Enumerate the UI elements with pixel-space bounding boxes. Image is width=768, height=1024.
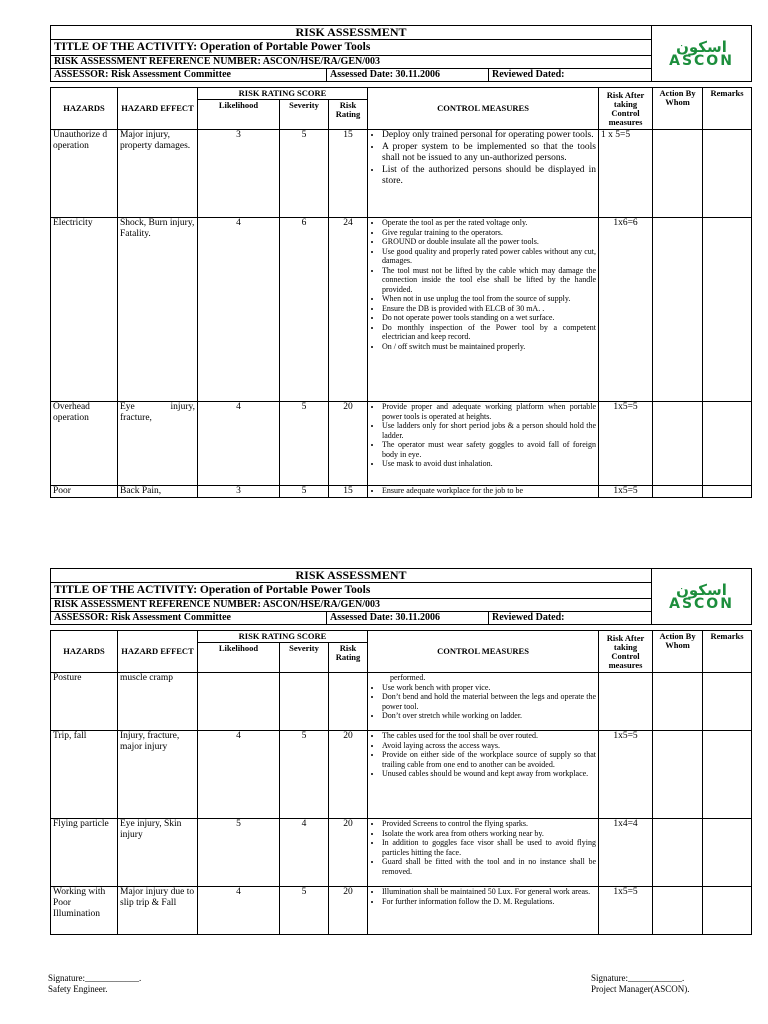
remarks-cell [703,887,752,935]
logo-english: ASCON [669,52,734,69]
measure-item: • Do monthly inspection of the Power tool by a competent electrician and keep record. [382,323,596,342]
col-action-by: Action By Whom [653,88,703,130]
measure-item: • For further information follow the D. M. Regulations. [382,897,596,907]
measure-item: • Do not operate power tools standing on a wet surface. [382,313,596,323]
action-cell [653,731,703,819]
action-cell [653,673,703,731]
col-control-measures: CONTROL MEASURES [368,88,599,130]
likelihood-cell: 4 [198,402,280,486]
col-hazards: HAZARDS [51,631,118,673]
measure-item: • Give regular training to the operators. [382,228,596,238]
measure-item: • Unused cables should be wound and kept away from workplace. [382,769,596,779]
measure-item: • Don’t bend and hold the material between the legs and operate the power tool. [382,692,596,711]
risk-after-cell: 1x6=6 [599,218,653,402]
logo-arabic: اسكون [676,580,727,599]
risk-page-2 [50,568,751,935]
col-risk-rating: Risk Rating [329,643,368,673]
header-table [50,25,752,82]
document-title: RISK ASSESSMENT [51,569,652,583]
measure-item: • Use good quality and properly rated power cables without any cut, damages. [382,247,596,266]
risk-after-cell: 1x5=5 [599,402,653,486]
col-severity: Severity [280,100,329,130]
rating-cell: 15 [329,130,368,218]
remarks-cell [703,731,752,819]
reviewed-dated: Reviewed Dated: [489,612,652,625]
remarks-cell [703,486,752,498]
control-measures-cell [368,130,599,218]
measure-item: • Use mask to avoid dust inhalation. [382,459,596,469]
severity-cell [280,673,329,731]
likelihood-cell: 3 [198,130,280,218]
control-measures-cell [368,731,599,819]
measure-item: • Don’t over stretch while working on ladder. [382,711,596,721]
action-cell [653,130,703,218]
remarks-cell [703,673,752,731]
effect-cell: Shock, Burn injury, Fatality. [118,218,198,402]
col-control-measures: CONTROL MEASURES [368,631,599,673]
col-remarks: Remarks [703,631,752,673]
rating-cell: 20 [329,819,368,887]
signature-role: Project Manager(ASCON). [591,984,690,994]
action-cell [653,486,703,498]
severity-cell: 5 [280,402,329,486]
effect-cell: Eye injury, Skin injury [118,819,198,887]
risk-after-cell: 1x4=4 [599,819,653,887]
col-hazards: HAZARDS [51,88,118,130]
measure-item: • Provide proper and adequate working platform when portable power tools is operated at heights. [382,402,596,421]
rating-cell: 20 [329,887,368,935]
hazard-cell: Trip, fall [51,731,118,819]
col-risk-rating-score: RISK RATING SCORE [198,88,368,100]
risk-after-cell: 1x5=5 [599,731,653,819]
col-risk-rating-score: RISK RATING SCORE [198,631,368,643]
assessed-date: Assessed Date: 30.11.2006 [327,612,489,625]
col-remarks: Remarks [703,88,752,130]
col-action-by: Action By Whom [653,631,703,673]
severity-cell: 4 [280,819,329,887]
col-risk-rating: Risk Rating [329,100,368,130]
remarks-cell [703,402,752,486]
risk-table-1 [50,87,752,498]
header-table [50,568,752,625]
rating-cell [329,673,368,731]
control-measures-cell [368,819,599,887]
measure-item: • Operate the tool as per the rated voltage only. [382,218,596,228]
reference-number: RISK ASSESSMENT REFERENCE NUMBER: ASCON/HSE/RA/GEN/003 [51,56,652,69]
likelihood-cell: 3 [198,486,280,498]
hazard-cell: Poor [51,486,118,498]
col-hazard-effect: HAZARD EFFECT [118,631,198,673]
risk-after-cell: 1 x 5=5 [599,130,653,218]
severity-cell: 5 [280,130,329,218]
table-row [51,731,752,819]
signature-line: Signature:____________. [48,973,142,983]
measure-item: • Use work bench with proper vice. [382,683,596,693]
rating-cell: 24 [329,218,368,402]
rating-cell: 20 [329,402,368,486]
col-likelihood: Likelihood [198,100,280,130]
signature-safety-engineer [48,973,141,995]
document-title: RISK ASSESSMENT [51,26,652,40]
measure-item: • Avoid laying across the access ways. [382,741,596,751]
rating-cell: 20 [329,731,368,819]
measure-item: • Provide on either side of the workplace source of supply so that trailing cable from one end to another can be avoided. [382,750,596,769]
risk-after-cell: 1x5=5 [599,887,653,935]
control-measures-cell [368,218,599,402]
effect-cell: Eye injury, fracture, [118,402,198,486]
control-measures-cell [368,402,599,486]
risk-page-1 [50,25,751,498]
signature-role: Safety Engineer. [48,984,108,994]
effect-cell: Major injury, property damages. [118,130,198,218]
measure-item: • Ensure the DB is provided with ELCB of 30 mA. . [382,304,596,314]
likelihood-cell [198,673,280,731]
measure-item: • List of the authorized persons should be displayed in store. [382,165,596,188]
ascon-logo [652,569,752,625]
col-risk-after: Risk After taking Control measures [599,631,653,673]
severity-cell: 5 [280,731,329,819]
hazard-cell: Working with Poor Illumination [51,887,118,935]
remarks-cell [703,218,752,402]
action-cell [653,218,703,402]
hazard-cell: Posture [51,673,118,731]
table-row [51,673,752,731]
col-severity: Severity [280,643,329,673]
table-row [51,402,752,486]
likelihood-cell: 5 [198,819,280,887]
likelihood-cell: 4 [198,887,280,935]
activity-title: TITLE OF THE ACTIVITY: Operation of Portable Power Tools [51,583,652,599]
assessor: ASSESSOR: Risk Assessment Committee [51,612,327,625]
table-row [51,887,752,935]
signature-line: Signature:____________. [591,973,685,983]
measure-item: • Provided Screens to control the flying sparks. [382,819,596,829]
action-cell [653,402,703,486]
measure-item: • The operator must wear safety goggles to avoid fall of foreign body in eye. [382,440,596,459]
measure-item: • Guard shall be fitted with the tool and in no instance shall be removed. [382,857,596,876]
measure-item: • Illumination shall be maintained 50 Lux. For general work areas. [382,887,596,897]
risk-table-2 [50,630,752,935]
risk-after-cell: 1x5=5 [599,486,653,498]
control-measures-cell [368,486,599,498]
logo-arabic: اسكون [676,37,727,56]
measure-item: • The tool must not be lifted by the cable which may damage the connection inside the tool else shall be lifted by the handle provided. [382,266,596,295]
control-measures-cell [368,887,599,935]
col-hazard-effect: HAZARD EFFECT [118,88,198,130]
hazard-cell: Electricity [51,218,118,402]
measure-item: • A proper system to be implemented so that the tools shall not be issued to any un-authorized persons. [382,142,596,165]
severity-cell: 5 [280,887,329,935]
reference-number: RISK ASSESSMENT REFERENCE NUMBER: ASCON/HSE/RA/GEN/003 [51,599,652,612]
logo-english: ASCON [669,595,734,612]
assessed-date: Assessed Date: 30.11.2006 [327,69,489,82]
table-row [51,218,752,402]
col-likelihood: Likelihood [198,643,280,673]
control-measures-cell [368,673,599,731]
likelihood-cell: 4 [198,218,280,402]
action-cell [653,819,703,887]
table-row [51,819,752,887]
remarks-cell [703,819,752,887]
severity-cell: 5 [280,486,329,498]
risk-after-cell [599,673,653,731]
effect-cell: muscle cramp [118,673,198,731]
measure-item: • Use ladders only for short period jobs & a person should hold the ladder. [382,421,596,440]
hazard-cell: Overhead operation [51,402,118,486]
action-cell [653,887,703,935]
table-row [51,486,752,498]
signature-project-manager [591,973,689,995]
measure-item: • Isolate the work area from others working near by. [382,829,596,839]
assessor: ASSESSOR: Risk Assessment Committee [51,69,327,82]
hazard-cell: Flying particle [51,819,118,887]
table-row [51,130,752,218]
measure-continued: performed. [390,673,426,682]
effect-cell: Major injury due to slip trip & Fall [118,887,198,935]
effect-cell: Injury, fracture, major injury [118,731,198,819]
col-risk-after: Risk After taking Control measures [599,88,653,130]
likelihood-cell: 4 [198,731,280,819]
hazard-cell: Unauthorize d operation [51,130,118,218]
remarks-cell [703,130,752,218]
severity-cell: 6 [280,218,329,402]
activity-title: TITLE OF THE ACTIVITY: Operation of Portable Power Tools [51,40,652,56]
measure-item: • In addition to goggles face visor shall be used to avoid flying particles hitting the face. [382,838,596,857]
measure-item: • GROUND or double insulate all the power tools. [382,237,596,247]
measure-item: • On / off switch must be maintained properly. [382,342,596,352]
rating-cell: 15 [329,486,368,498]
measure-item: • When not in use unplug the tool from the source of supply. [382,294,596,304]
measure-item: • The cables used for the tool shall be over routed. [382,731,596,741]
effect-cell: Back Pain, [118,486,198,498]
reviewed-dated: Reviewed Dated: [489,69,652,82]
measure-item: • Ensure adequate workplace for the job to be [382,486,596,496]
ascon-logo [652,26,752,82]
measure-item: • Deploy only trained personal for operating power tools. [382,130,596,142]
